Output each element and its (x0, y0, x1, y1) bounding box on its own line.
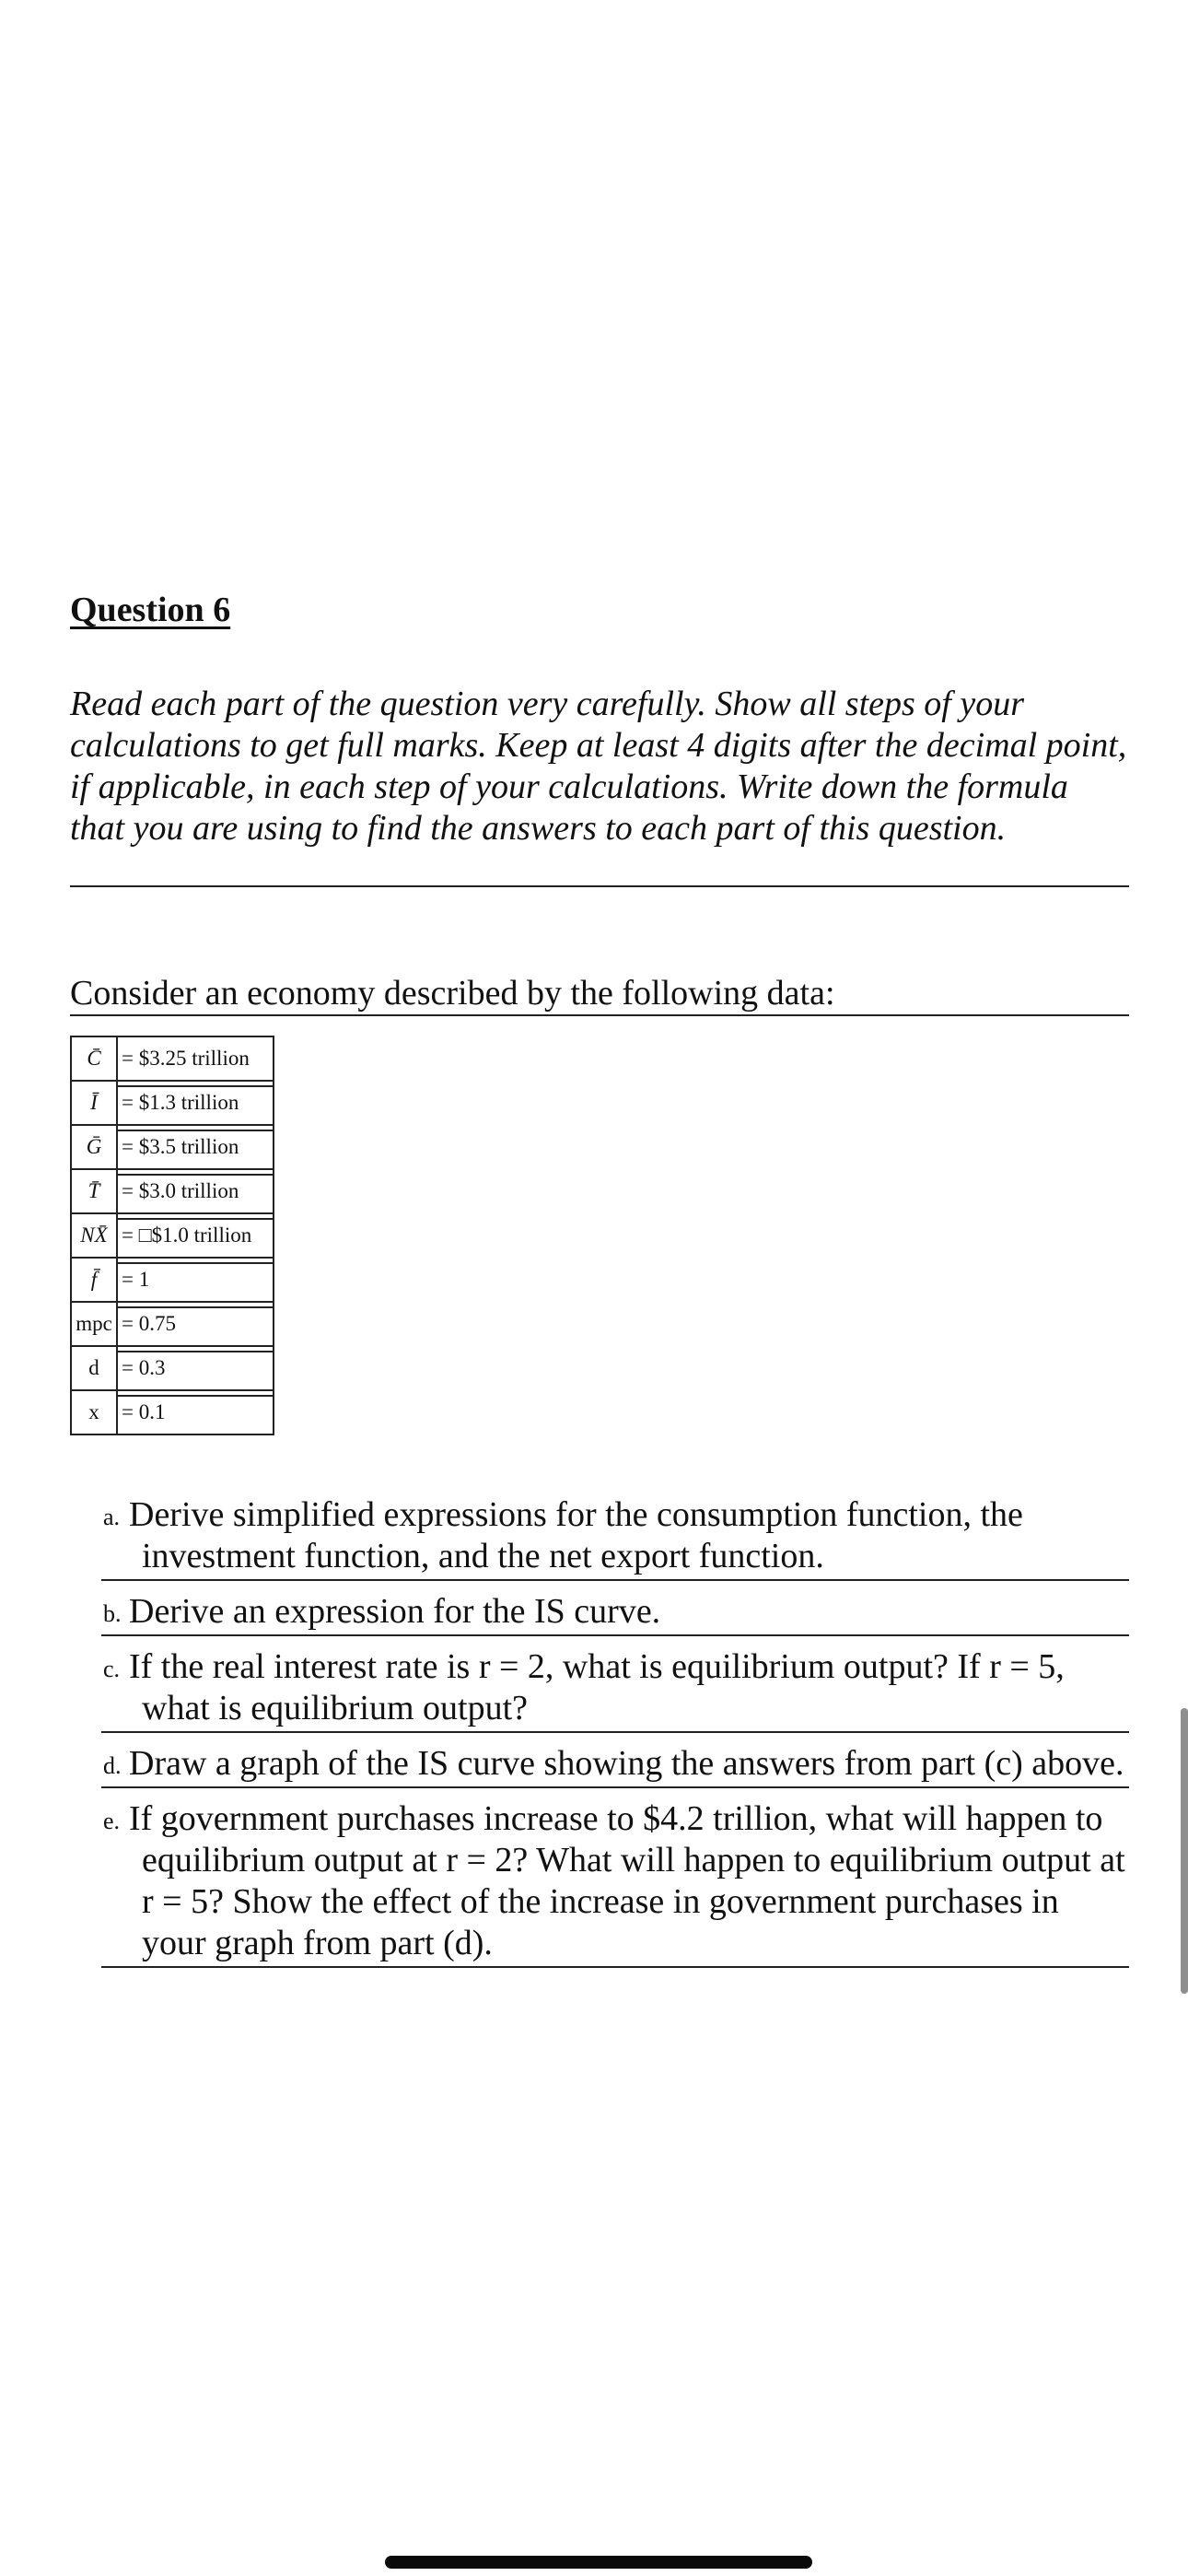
parameter-row (71, 1258, 274, 1302)
home-indicator[interactable] (385, 2556, 812, 2569)
question-part-letter: b. (103, 1600, 122, 1627)
parameter-value: = $3.25 trillion (117, 1036, 274, 1081)
question-part-text: Draw a graph of the IS curve showing the answers from part (c) above. (129, 1744, 1124, 1783)
instructions-divider (70, 885, 1129, 887)
parameter-symbol: NX̄ (71, 1213, 117, 1258)
vertical-scrollbar[interactable] (1181, 1708, 1188, 1994)
parameter-row (71, 1125, 274, 1169)
question-part-e (101, 1798, 1129, 1968)
parameter-row (71, 1302, 274, 1346)
parameter-symbol: Ḡ (71, 1125, 117, 1169)
question-part-b (101, 1591, 1129, 1636)
question-part-letter: d. (103, 1752, 122, 1779)
question-part-letter: e. (103, 1808, 121, 1834)
parameter-value: = □$1.0 trillion (117, 1213, 274, 1258)
parameter-value: = 1 (117, 1258, 274, 1302)
question-title: Question 6 (70, 591, 231, 629)
question-part-letter: c. (103, 1656, 121, 1682)
parameter-row (71, 1036, 274, 1081)
question-part-text: If the real interest rate is r = 2, what is equilibrium output? If r = 5, what is equilibrium output? (129, 1647, 1065, 1727)
parameter-symbol: f̄ (71, 1258, 117, 1302)
parameter-symbol: x (71, 1390, 117, 1434)
parameter-value: = $1.3 trillion (117, 1081, 274, 1125)
parameter-value: = 0.75 (117, 1302, 274, 1346)
question-parts-list (101, 1494, 1129, 1978)
intro-divider (70, 1014, 1129, 1016)
parameter-symbol: Ī (71, 1081, 117, 1125)
parameter-value: = 0.1 (117, 1390, 274, 1434)
parameter-row (71, 1169, 274, 1213)
parameter-row (71, 1213, 274, 1258)
parameter-symbol: mpc (71, 1302, 117, 1346)
instructions-text: Read each part of the question very carefully. Show all steps of your calculations to get full marks. Keep at least 4 digits after the decimal point, if applicable, in each step of your calculations. Write down the formula that you are using to find the answers to each part of this question. (70, 685, 1127, 848)
parameter-symbol: d (71, 1346, 117, 1390)
parameter-symbol: T̄ (71, 1169, 117, 1213)
intro-text: Consider an economy described by the following data: (70, 974, 835, 1013)
question-part-text: Derive an expression for the IS curve. (129, 1592, 661, 1631)
parameter-row (71, 1390, 274, 1434)
parameter-table (70, 1036, 274, 1435)
question-part-text: If government purchases increase to $4.2 trillion, what will happen to equilibrium output at r = 2? What will happen to equilibrium output at r = 5? Show the effect of the increase in government purchases in your graph from part (d). (129, 1799, 1125, 1962)
parameter-value: = 0.3 (117, 1346, 274, 1390)
parameter-row (71, 1346, 274, 1390)
question-part-text: Derive simplified expressions for the consumption function, the investment function, and the net export function. (129, 1495, 1023, 1575)
question-part-c (101, 1646, 1129, 1733)
parameter-row (71, 1081, 274, 1125)
question-part-letter: a. (103, 1504, 121, 1530)
question-part-a (101, 1494, 1129, 1581)
parameter-value: = $3.5 trillion (117, 1125, 274, 1169)
parameter-value: = $3.0 trillion (117, 1169, 274, 1213)
question-part-d (101, 1743, 1129, 1788)
parameter-symbol: C̄ (71, 1036, 117, 1081)
